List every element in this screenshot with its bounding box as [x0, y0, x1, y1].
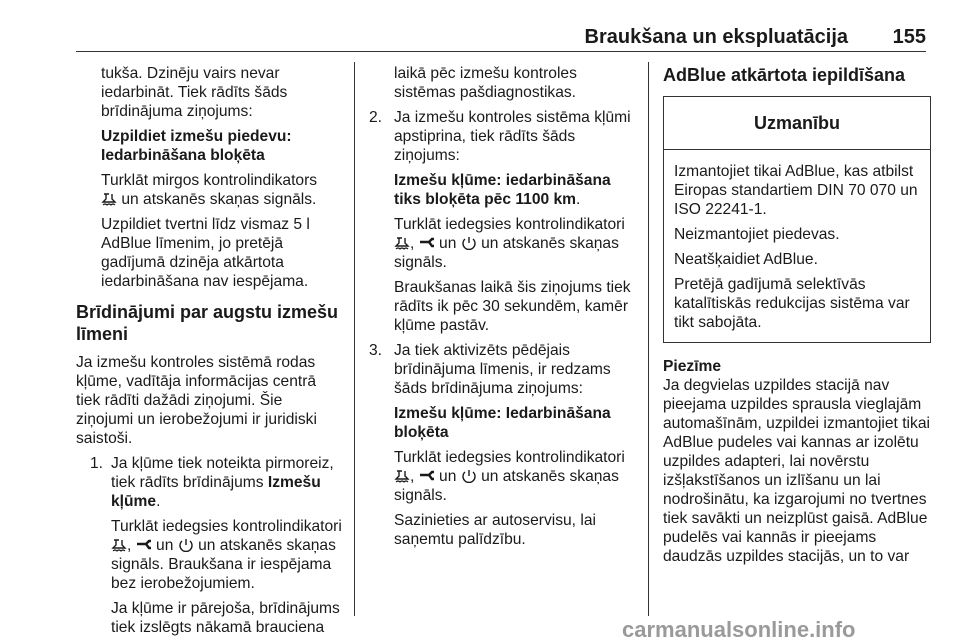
message-line: Iedarbināšana bloķēta [101, 147, 265, 164]
column-1 [76, 64, 342, 643]
adblue-warning-icon [394, 469, 410, 483]
paragraph-text: un [156, 537, 174, 554]
paragraph: Pretējā gadījumā selektīvās katalītiskās redukcijas sistēma var tikt sabojāta. [674, 276, 910, 331]
column-divider-1 [354, 62, 355, 616]
message-text: Izmešu kļūme: Iedarbināšana bloķēta [394, 405, 611, 441]
paragraph: Turklāt iedegsies kontrolindikatori , un un atskanēs skaņas signāls. [394, 216, 625, 271]
column-divider-2 [648, 62, 649, 616]
message-line: Uzpildiet izmešu piedevu: [101, 128, 292, 145]
list-item [369, 341, 637, 549]
list-text [111, 454, 342, 511]
paragraph-text: Turklāt iedegsies kontrolindikatori [394, 449, 625, 466]
list-text: Ja tiek aktivizēts pēdējais brīdinājuma līmenis, ir redzams šāds brīdinājuma ziņojums: [394, 342, 611, 397]
paragraph: laikā pēc izmešu kontroles sistēmas pašdiagnostikas. [394, 65, 577, 101]
list-number: 2. [369, 109, 383, 126]
paragraph-text: un atskanēs skaņas signāls. [394, 468, 619, 504]
paragraph-text: un [439, 468, 457, 485]
paragraph: Ja izmešu kontroles sistēmā rodas kļūme, vadītāja informācijas centrā tiek rādīti dažādi ziņojumi. Šie ziņojumi un ierobežojumi ir juridiski saistoši. [76, 354, 317, 447]
message-line: Izmešu kļūme: iedarbināšana tiks bloķēta pēc 1100 km [394, 172, 611, 208]
column-3 [663, 64, 931, 572]
paragraph: Neizmantojiet piedevas. [674, 226, 840, 243]
paragraph: tukša. Dzinēju vairs nevar iedarbināt. Tiek rādīts šāds brīdinājuma ziņojums: [101, 65, 288, 120]
engine-check-icon [178, 538, 194, 552]
paragraph-text: Ja kļūme tiek noteikta pirmoreiz, tiek rādīts brīdinājums [111, 455, 334, 491]
engine-check-icon [461, 469, 477, 483]
note-text: Ja degvielas uzpildes stacijā nav pieejama uzpildes sprausla vieglajām automašīnām, uzpildei izmantojiet tikai AdBlue pudeles vai kannas ar izolētu uzpildes adapteri, lai novērstu izšļakstīšanos un izlīšanu un lai nodrošinātu, ka izgarojumi no tvertnes tiek savākti un neizplūst gaisā. AdBlue pudelēs vai kannās ir pieejams daudzās uzpildes stacijās, un to var [663, 377, 930, 565]
message-text [394, 171, 637, 209]
adblue-warning-icon [394, 236, 410, 250]
caution-title: Uzmanību [664, 97, 930, 150]
paragraph-text: un [439, 235, 457, 252]
section-heading: AdBlue atkārtota iepildīšana [663, 65, 906, 85]
paragraph: Turklāt iedegsies kontrolindikatori , un un atskanēs skaņas signāls. Braukšana ir iespējama bez ierobežojumiem. [111, 518, 342, 592]
engine-check-icon [461, 236, 477, 250]
watermark: carmanualsonline.info [622, 617, 856, 642]
list-item [369, 108, 637, 335]
caution-box [663, 96, 931, 343]
page-number: 155 [892, 26, 926, 48]
paragraph-text: . [156, 493, 161, 510]
message-text [76, 127, 342, 165]
bold-text: Izmešu kļūme [111, 474, 321, 510]
paragraph: Izmantojiet tikai AdBlue, kas atbilst Eiropas standartiem DIN 70 070 un ISO 22241-1. [674, 163, 918, 218]
list-item [90, 454, 342, 637]
column-2 [369, 64, 637, 555]
paragraph-text: un atskanēs skaņas signāls. Braukšana ir iespējama bez ierobežojumiem. [111, 537, 336, 592]
header-title: Braukšana un ekspluatācija [584, 26, 848, 48]
paragraph-text: un atskanēs skaņas signāls. [121, 191, 317, 208]
paragraph-text: . [576, 191, 581, 208]
paragraph: Uzpildiet tvertni līdz vismaz 5 l AdBlue līmenim, jo pretējā gadījumā dzinēja atkārtota iedarbināšana nav iespējama. [101, 216, 310, 290]
paragraph-text: Turklāt iedegsies kontrolindikatori [394, 216, 625, 233]
list-text: Ja izmešu kontroles sistēma kļūmi apstiprina, tiek rādīts šāds ziņojums: [394, 109, 631, 164]
exhaust-warning-icon [419, 236, 435, 250]
exhaust-warning-icon [136, 538, 152, 552]
header-rule [76, 51, 926, 52]
paragraph-text: un atskanēs skaņas signāls. [394, 235, 619, 271]
paragraph: Ja kļūme ir pārejoša, brīdinājums tiek izslēgts nākamā brauciena [111, 600, 340, 636]
paragraph: Sazinieties ar autoservisu, lai saņemtu palīdzību. [394, 512, 596, 548]
adblue-warning-icon [111, 538, 127, 552]
paragraph [76, 171, 342, 209]
paragraph: Braukšanas laikā šis ziņojums tiek rādīts ik pēc 30 sekundēm, kamēr kļūme pastāv. [394, 279, 631, 334]
paragraph-text: Turklāt iedegsies kontrolindikatori [111, 518, 342, 535]
list-number: 1. [90, 455, 104, 472]
list-number: 3. [369, 342, 383, 359]
note-title: Piezīme [663, 358, 722, 375]
caution-body [664, 150, 930, 342]
page-header [76, 26, 926, 50]
paragraph-text: Turklāt mirgos kontrolindikators [101, 172, 318, 189]
adblue-warning-icon [101, 192, 117, 206]
exhaust-warning-icon [419, 469, 435, 483]
paragraph: Neatšķaidiet AdBlue. [674, 251, 818, 268]
paragraph: Turklāt iedegsies kontrolindikatori , un un atskanēs skaņas signāls. [394, 449, 625, 504]
section-heading: Brīdinājumi par augstu izmešu līmeni [76, 302, 339, 344]
